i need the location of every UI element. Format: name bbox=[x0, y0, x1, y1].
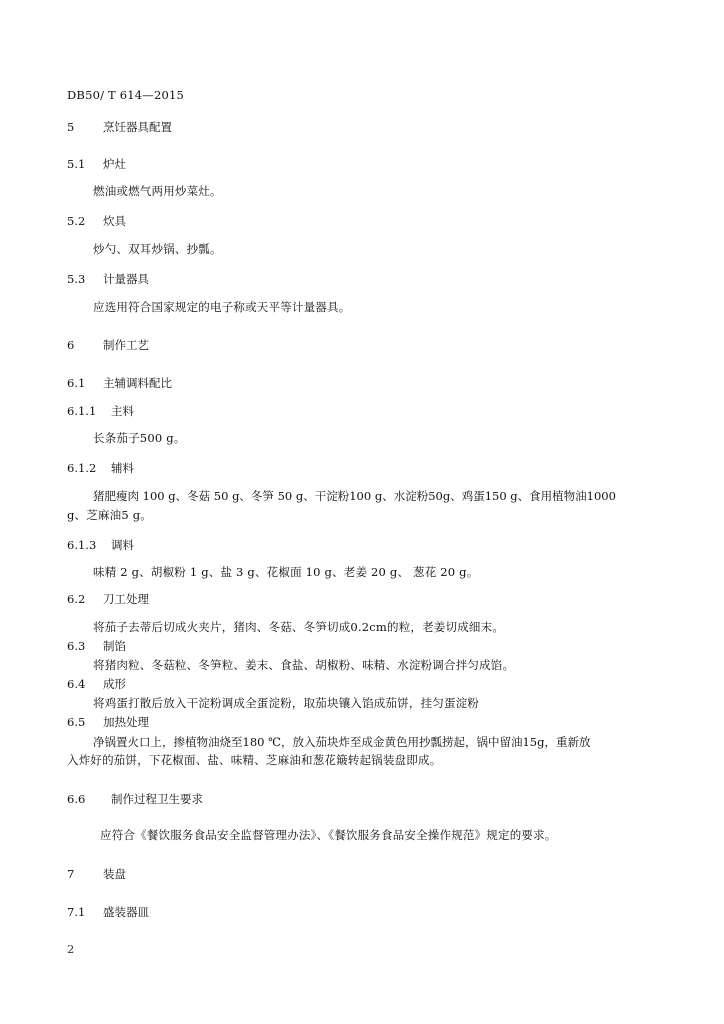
section-number: 6.3 bbox=[67, 639, 86, 653]
section-6-2-text: 将茄子去蒂后切成火夹片，猪肉、冬菇、冬笋切成0.2cm的粒，老姜切成细末。 bbox=[93, 620, 505, 634]
section-6-5-text-line1: 净锅置火口上，掺植物油烧至180 ℃，放入茄块炸至成金黄色用抄瓢捞起，锅中留油15g，重新放 bbox=[93, 735, 591, 749]
section-number: 6.1.1 bbox=[67, 404, 97, 418]
section-number: 7.1 bbox=[67, 905, 86, 919]
section-title: 主料 bbox=[111, 404, 134, 418]
section-6-1-heading bbox=[67, 376, 172, 390]
section-6-4-heading bbox=[67, 677, 126, 691]
section-title: 制馅 bbox=[103, 639, 126, 653]
section-6-6-text: 应符合《餐饮服务食品安全监督管理办法》、《餐饮服务食品安全操作规范》规定的要求。 bbox=[100, 828, 557, 842]
section-number: 7 bbox=[67, 867, 75, 881]
section-number: 6.1 bbox=[67, 376, 86, 390]
section-5-2-heading bbox=[67, 214, 126, 228]
section-6-1-2-text-line1: 猪肥瘦肉 100 g、冬菇 50 g、冬笋 50 g、干淀粉100 g、水淀粉50g、鸡蛋150 g、食用植物油1000 bbox=[93, 489, 616, 503]
section-title: 炊具 bbox=[103, 214, 126, 228]
section-6-3-text: 将猪肉粒、冬菇粒、冬笋粒、姜末、食盐、胡椒粉、味精、水淀粉调合拌匀成馅。 bbox=[93, 658, 515, 672]
section-number: 6.1.3 bbox=[67, 538, 97, 552]
section-6-1-1-text: 长条茄子500 g。 bbox=[93, 431, 186, 445]
section-6-heading bbox=[67, 338, 149, 352]
section-5-heading bbox=[67, 120, 172, 134]
section-number: 5 bbox=[67, 120, 75, 134]
section-title: 加热处理 bbox=[103, 715, 149, 729]
section-6-6-heading bbox=[67, 792, 203, 806]
section-title: 烹饪器具配置 bbox=[103, 120, 172, 134]
section-title: 装盘 bbox=[103, 867, 126, 881]
section-7-1-heading bbox=[67, 905, 149, 919]
section-title: 辅料 bbox=[111, 461, 134, 475]
section-number: 6.1.2 bbox=[67, 461, 97, 475]
section-title: 盛装器皿 bbox=[103, 905, 149, 919]
section-number: 5.1 bbox=[67, 157, 86, 171]
section-title: 制作过程卫生要求 bbox=[111, 792, 203, 806]
section-6-1-3-heading bbox=[67, 538, 134, 552]
section-6-1-2-heading bbox=[67, 461, 134, 475]
section-6-2-heading bbox=[67, 592, 149, 606]
section-5-3-heading bbox=[67, 272, 149, 286]
section-5-2-text: 炒勺、双耳炒锅、抄瓢。 bbox=[93, 242, 222, 256]
section-title: 成形 bbox=[103, 677, 126, 691]
section-5-1-heading bbox=[67, 157, 126, 171]
section-number: 6.6 bbox=[67, 792, 86, 806]
section-title: 刀工处理 bbox=[103, 592, 149, 606]
section-6-5-heading bbox=[67, 715, 149, 729]
section-title: 主辅调料配比 bbox=[103, 376, 172, 390]
section-5-3-text: 应选用符合国家规定的电子称或天平等计量器具。 bbox=[93, 300, 351, 314]
section-number: 5.3 bbox=[67, 272, 86, 286]
section-6-5-text-line2: 入炸好的茄饼，下花椒面、盐、味精、芝麻油和葱花簸转起锅装盘即成。 bbox=[67, 753, 442, 767]
section-number: 5.2 bbox=[67, 214, 86, 228]
section-number: 6.5 bbox=[67, 715, 86, 729]
section-6-1-3-text: 味精 2 g、胡椒粉 1 g、盐 3 g、花椒面 10 g、老姜 20 g、 葱花 20 g。 bbox=[93, 565, 479, 579]
section-title: 计量器具 bbox=[103, 272, 149, 286]
section-7-heading bbox=[67, 867, 126, 881]
section-title: 制作工艺 bbox=[103, 338, 149, 352]
section-6-1-2-text-line2: g、芝麻油5 g。 bbox=[67, 508, 152, 522]
section-number: 6 bbox=[67, 338, 75, 352]
doc-code-header: DB50/ T 614—2015 bbox=[67, 88, 185, 102]
section-5-1-text: 燃油或燃气两用炒菜灶。 bbox=[93, 184, 222, 198]
section-title: 炉灶 bbox=[103, 157, 126, 171]
section-6-4-text: 将鸡蛋打散后放入干淀粉调成全蛋淀粉，取茄块镶入馅成茄饼，挂匀蛋淀粉 bbox=[93, 696, 480, 710]
section-6-3-heading bbox=[67, 639, 126, 653]
section-title: 调料 bbox=[111, 538, 134, 552]
section-6-1-1-heading bbox=[67, 404, 134, 418]
section-number: 6.4 bbox=[67, 677, 86, 691]
section-number: 6.2 bbox=[67, 592, 86, 606]
page-number: 2 bbox=[67, 942, 75, 956]
